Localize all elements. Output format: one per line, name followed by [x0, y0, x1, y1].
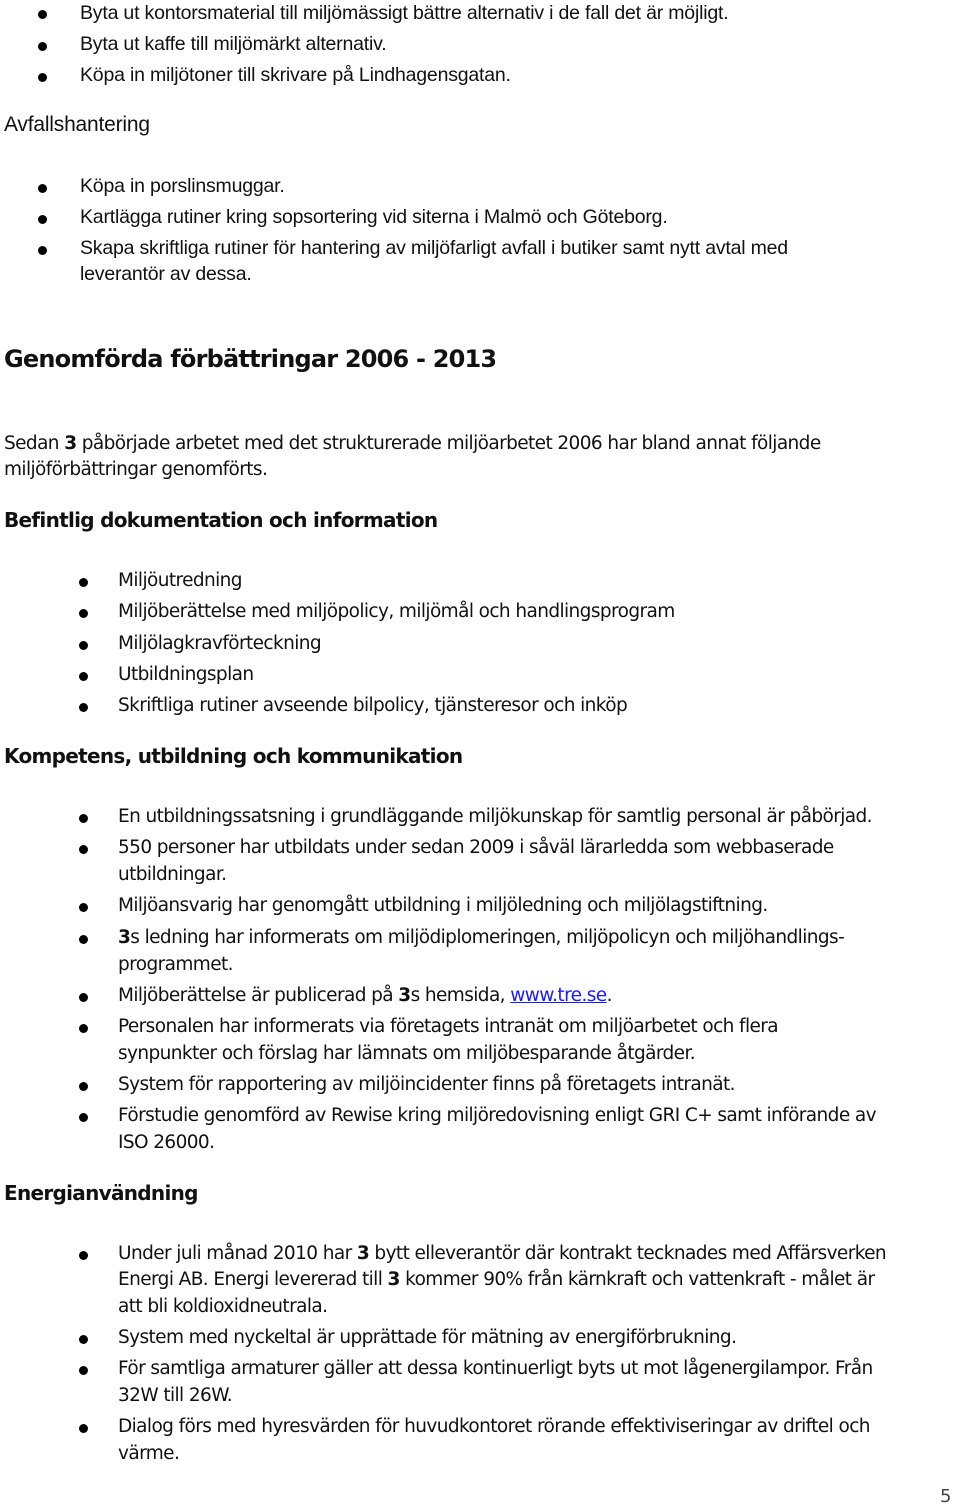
list-item: Miljölagkravförteckning: [118, 633, 322, 654]
list-item: För samtliga armaturer gäller att dessa kontinuerligt byts ut mot lågenergilampor. Från: [118, 1358, 873, 1379]
section-heading-kompetens: Kompetens, utbildning och kommunikation: [4, 744, 463, 768]
list-item: Byta ut kaffe till miljömärkt alternativ.: [80, 33, 387, 55]
intro-paragraph-line2: miljöförbättringar genomförts.: [4, 459, 268, 480]
brand-3: 3: [387, 1269, 400, 1290]
bullet-icon: [79, 993, 88, 1002]
list-item: Miljöutredning: [118, 570, 242, 591]
list-item: System med nyckeltal är upprättade för mätning av energiförbrukning.: [118, 1327, 737, 1348]
list-item: Köpa in porslinsmuggar.: [80, 175, 285, 197]
bullet-icon: [79, 703, 88, 712]
list-item: Förstudie genomförd av Rewise kring miljöredovisning enligt GRI C+ samt införande av: [118, 1105, 876, 1126]
list-item-continuation: programmet.: [118, 954, 233, 975]
bullet-icon: [79, 1024, 88, 1033]
item-text: bytt elleverantör där kontrakt tecknades med Affärsverken: [369, 1243, 887, 1264]
bullet-icon: [38, 246, 47, 255]
item-text: .: [606, 985, 612, 1006]
bullet-icon: [38, 10, 47, 19]
list-item-continuation: värme.: [118, 1443, 180, 1464]
bullet-icon: [79, 1082, 88, 1091]
list-item: Byta ut kontorsmaterial till miljömässigt bättre alternativ i de fall det är möjligt.: [80, 2, 729, 24]
list-item: En utbildningssatsning i grundläggande miljökunskap för samtlig personal är påbörjad.: [118, 806, 872, 827]
bullet-icon: [79, 903, 88, 912]
item-text: Miljöberättelse är publicerad på: [118, 985, 399, 1006]
section-heading-dokumentation: Befintlig dokumentation och information: [4, 508, 438, 532]
item-text: Under juli månad 2010 har: [118, 1243, 357, 1264]
brand-3: 3: [118, 927, 131, 948]
intro-text: påbörjade arbetet med det strukturerade miljöarbetet 2006 har bland annat följande: [76, 433, 821, 454]
bullet-icon: [79, 1113, 88, 1122]
list-item-continuation: [118, 1266, 874, 1293]
intro-text: Sedan: [4, 433, 65, 454]
list-item: Dialog förs med hyresvärden för huvudkontoret rörande effektiviseringar av driftel och: [118, 1416, 870, 1437]
list-item-continuation: att bli koldioxidneutrala.: [118, 1296, 328, 1317]
item-text: s ledning har informerats om miljödiplomeringen, miljöpolicyn och miljöhandlings-: [130, 927, 845, 948]
bullet-icon: [79, 845, 88, 854]
intro-paragraph-line1: [4, 430, 821, 457]
item-text: kommer 90% från kärnkraft och vattenkraft - målet är: [399, 1269, 875, 1290]
bullet-icon: [79, 814, 88, 823]
bullet-icon: [79, 609, 88, 618]
bullet-icon: [79, 1251, 88, 1260]
bullet-icon: [79, 641, 88, 650]
bullet-icon: [79, 1335, 88, 1344]
list-item: Skapa skriftliga rutiner för hantering av miljöfarligt avfall i butiker samt nytt avtal med: [80, 237, 788, 259]
section-heading-energi: Energianvändning: [4, 1181, 198, 1205]
list-item-continuation: utbildningar.: [118, 864, 227, 885]
list-item: [118, 924, 844, 951]
list-item: Köpa in miljötoner till skrivare på Lindhagensgatan.: [80, 64, 511, 86]
website-link[interactable]: www.tre.se: [510, 985, 607, 1006]
list-item-continuation: leverantör av dessa.: [80, 263, 252, 285]
list-item: Kartlägga rutiner kring sopsortering vid siterna i Malmö och Göteborg.: [80, 206, 668, 228]
bullet-icon: [79, 672, 88, 681]
section-heading-avfall: Avfallshantering: [4, 113, 150, 136]
list-item: Miljöberättelse med miljöpolicy, miljömål och handlingsprogram: [118, 601, 675, 622]
list-item: System för rapportering av miljöincidenter finns på företagets intranät.: [118, 1074, 735, 1095]
list-item: Skriftliga rutiner avseende bilpolicy, tjänsteresor och inköp: [118, 695, 628, 716]
list-item: 550 personer har utbildats under sedan 2009 i såväl lärarledda som webbaserade: [118, 837, 834, 858]
list-item: Miljöansvarig har genomgått utbildning i miljöledning och miljölagstiftning.: [118, 895, 768, 916]
brand-3: 3: [356, 1243, 370, 1264]
bullet-icon: [38, 184, 47, 193]
bullet-icon: [38, 73, 47, 82]
brand-3: 3: [64, 433, 77, 454]
bullet-icon: [79, 1366, 88, 1375]
brand-3: 3: [398, 985, 411, 1006]
bullet-icon: [38, 42, 47, 51]
list-item: [118, 982, 612, 1009]
list-item: Utbildningsplan: [118, 664, 254, 685]
list-item-continuation: synpunkter och förslag har lämnats om miljöbesparande åtgärder.: [118, 1043, 696, 1064]
bullet-icon: [79, 578, 88, 587]
list-item: Personalen har informerats via företagets intranät om miljöarbetet och flera: [118, 1016, 779, 1037]
list-item-continuation: ISO 26000.: [118, 1132, 215, 1153]
bullet-icon: [79, 935, 88, 944]
page-number: 5: [940, 1486, 952, 1507]
item-text: s hemsida,: [410, 985, 511, 1006]
list-item: [118, 1240, 886, 1267]
item-text: Energi AB. Energi levererad till: [118, 1269, 388, 1290]
page-title: Genomförda förbättringar 2006 - 2013: [4, 345, 497, 373]
list-item-continuation: 32W till 26W.: [118, 1385, 233, 1406]
bullet-icon: [79, 1424, 88, 1433]
bullet-icon: [38, 215, 47, 224]
